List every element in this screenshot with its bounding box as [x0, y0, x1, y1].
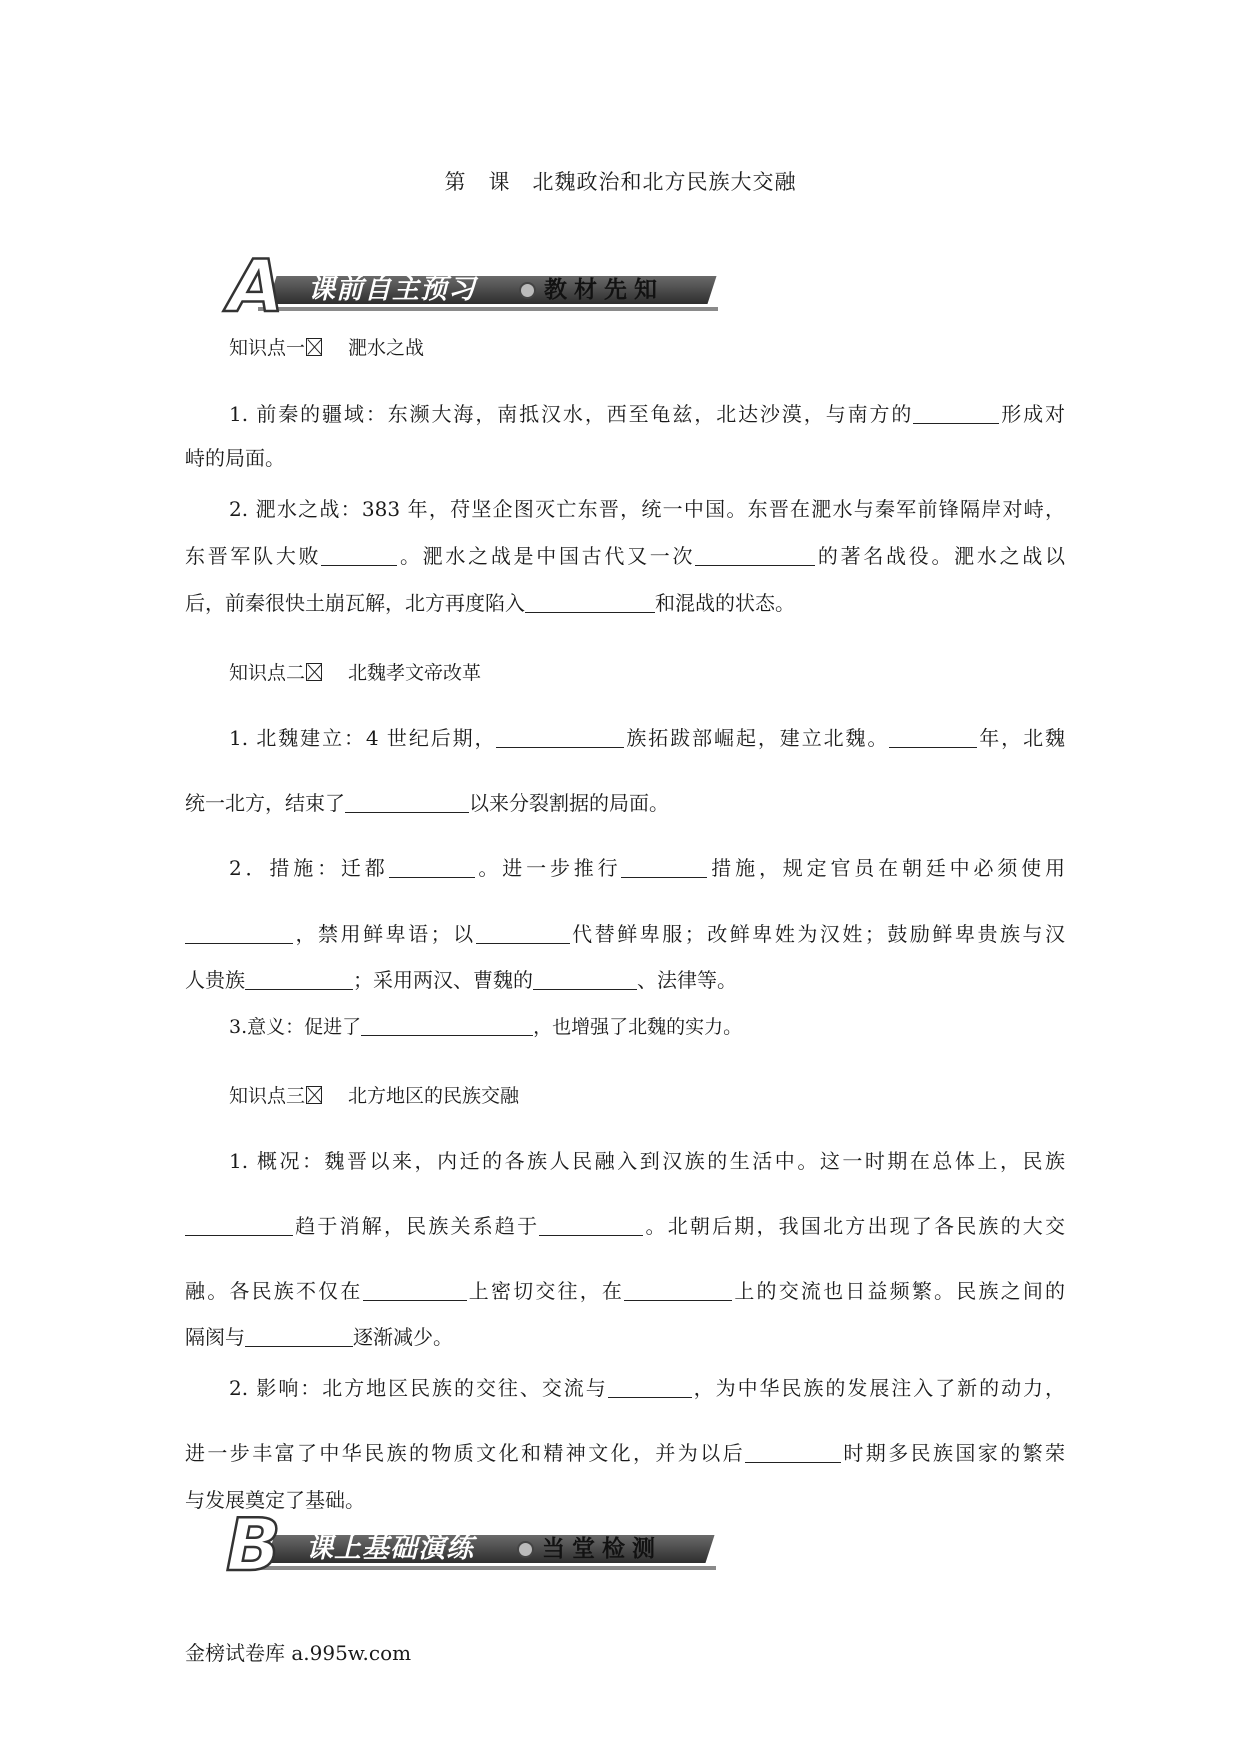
fill-blank [533, 969, 637, 990]
checkbox-icon [306, 338, 322, 356]
fill-blank [476, 923, 570, 944]
fill-blank [539, 1215, 643, 1236]
paragraph-line [185, 1323, 1065, 1351]
fill-blank [185, 923, 293, 944]
banner-a-underline [258, 307, 718, 311]
text: 2. 影响：北方地区民族的交往、交流与 [229, 1376, 608, 1400]
fill-blank [361, 1015, 533, 1036]
text: 的著名战役。淝水之战以 [815, 544, 1066, 568]
knowledge-point-1 [229, 333, 424, 360]
kp1-label: 知识点一 [229, 337, 306, 359]
title-part-3: 北魏政治和北方民族大交融 [532, 170, 797, 194]
paragraph-line [185, 1277, 1065, 1305]
paragraph-line [229, 495, 1065, 523]
text: 峙的局面。 [185, 446, 285, 470]
page-title [0, 166, 1241, 196]
fill-blank [245, 969, 353, 990]
text: 上的交流也日益频繁。民族之间的 [732, 1279, 1066, 1303]
text: 族拓跋部崛起，建立北魏。 [624, 726, 890, 750]
text: 后，前秦很快土崩瓦解，北方再度陷入 [185, 591, 525, 615]
text: 1. 前秦的疆域：东濒大海，南抵汉水，西至龟兹，北达沙漠，与南方的 [229, 402, 914, 426]
banner-a-dot-icon [519, 282, 536, 299]
title-part-1: 第 [444, 170, 467, 194]
fill-blank [363, 1280, 467, 1301]
paragraph-line [229, 854, 1065, 882]
fill-blank [321, 545, 397, 566]
paragraph-line [185, 1486, 1065, 1514]
text: 东晋军队大败 [185, 544, 322, 568]
kp1-title: 淝水之战 [348, 337, 425, 359]
fill-blank [889, 727, 977, 748]
text: 上密切交往，在 [466, 1279, 625, 1303]
kp2-title: 北魏孝文帝改革 [348, 662, 482, 684]
text: 时期多民族国家的繁荣 [841, 1441, 1065, 1465]
text: ，为中华民族的发展注入了新的动力， [691, 1376, 1065, 1400]
fill-blank [345, 792, 469, 813]
footer-watermark: 金榜试卷库 a.995w.com [185, 1641, 412, 1665]
fill-blank [525, 592, 655, 613]
text: 隔阂与 [185, 1325, 245, 1349]
text: 措施，规定官员在朝廷中必须使用 [707, 856, 1066, 880]
knowledge-point-2 [229, 658, 481, 685]
text: 年，北魏 [977, 726, 1066, 750]
banner-b-underline [256, 1566, 716, 1570]
text: 统一北方，结束了 [185, 791, 345, 815]
fill-blank [913, 403, 999, 424]
banner-b-subheading: 当堂检测 [542, 1536, 662, 1562]
paragraph-line [185, 920, 1065, 948]
title-part-2: 课 [488, 170, 511, 194]
paragraph-line [229, 724, 1065, 752]
text: 1. 概况：魏晋以来，内迁的各族人民融入到汉族的生活中。这一时期在总体上，民族 [229, 1149, 1065, 1173]
text: 趋于消解，民族关系趋于 [293, 1214, 540, 1238]
text: 代替鲜卑服；改鲜卑姓为汉姓；鼓励鲜卑贵族与汉 [569, 922, 1066, 946]
text: 以来分裂割据的局面。 [469, 791, 669, 815]
fill-blank [695, 545, 815, 566]
fill-blank [608, 1377, 692, 1398]
paragraph-line [229, 1013, 1065, 1041]
text: 。淝水之战是中国古代又一次 [397, 544, 696, 568]
banner-b-heading: 课上基础演练 [306, 1533, 474, 1564]
paragraph-line [229, 400, 1065, 428]
paragraph-line [185, 542, 1065, 570]
text: 形成对 [999, 402, 1065, 426]
text: 2．措施：迁都 [229, 856, 389, 880]
banner-b-dot-icon [517, 1541, 534, 1558]
paragraph-line [229, 1147, 1065, 1175]
text: 融。各民族不仅在 [185, 1279, 363, 1303]
text: 进一步丰富了中华民族的物质文化和精神文化，并为以后 [185, 1441, 745, 1465]
fill-blank [245, 1326, 353, 1347]
text: 与发展奠定了基础。 [185, 1488, 365, 1512]
text: 、法律等。 [637, 968, 737, 992]
text: ，也增强了北魏的实力。 [533, 1016, 743, 1038]
fill-blank [621, 857, 707, 878]
banner-a-heading: 课前自主预习 [308, 274, 476, 305]
paragraph-line [185, 1212, 1065, 1240]
kp3-title: 北方地区的民族交融 [348, 1085, 520, 1107]
banner-b-letter: B [226, 1503, 281, 1587]
text: 。北朝后期，我国北方出现了各民族的大交 [643, 1214, 1066, 1238]
text: 逐渐减少。 [353, 1325, 453, 1349]
text: 3.意义：促进了 [229, 1016, 362, 1038]
knowledge-point-3 [229, 1081, 519, 1108]
fill-blank [745, 1442, 841, 1463]
text: ，禁用鲜卑语；以 [293, 922, 476, 946]
paragraph-line [185, 789, 1065, 817]
fill-blank [389, 857, 475, 878]
text: 人贵族 [185, 968, 245, 992]
text: 。进一步推行 [474, 856, 622, 880]
paragraph-line [229, 1374, 1065, 1402]
text: 1. 北魏建立：4 世纪后期， [229, 726, 497, 750]
kp2-label: 知识点二 [229, 662, 306, 684]
banner-a-subheading: 教材先知 [544, 277, 664, 303]
text: ；采用两汉、曹魏的 [353, 968, 533, 992]
section-banner-b [226, 1503, 716, 1587]
section-banner-a [228, 244, 718, 328]
paragraph-line [185, 966, 1065, 994]
paragraph-line [185, 1439, 1065, 1467]
checkbox-icon [306, 1086, 322, 1104]
paragraph-line [185, 444, 1065, 472]
paragraph-line [185, 589, 1065, 617]
banner-a-letter: A [228, 244, 284, 328]
text: 2. 淝水之战：383 年，苻坚企图灭亡东晋，统一中国。东晋在淝水与秦军前锋隔岸对峙， [229, 497, 1065, 521]
fill-blank [496, 727, 624, 748]
fill-blank [624, 1280, 732, 1301]
fill-blank [185, 1215, 293, 1236]
kp3-label: 知识点三 [229, 1085, 306, 1107]
text: 和混战的状态。 [655, 591, 795, 615]
checkbox-icon [306, 663, 322, 681]
